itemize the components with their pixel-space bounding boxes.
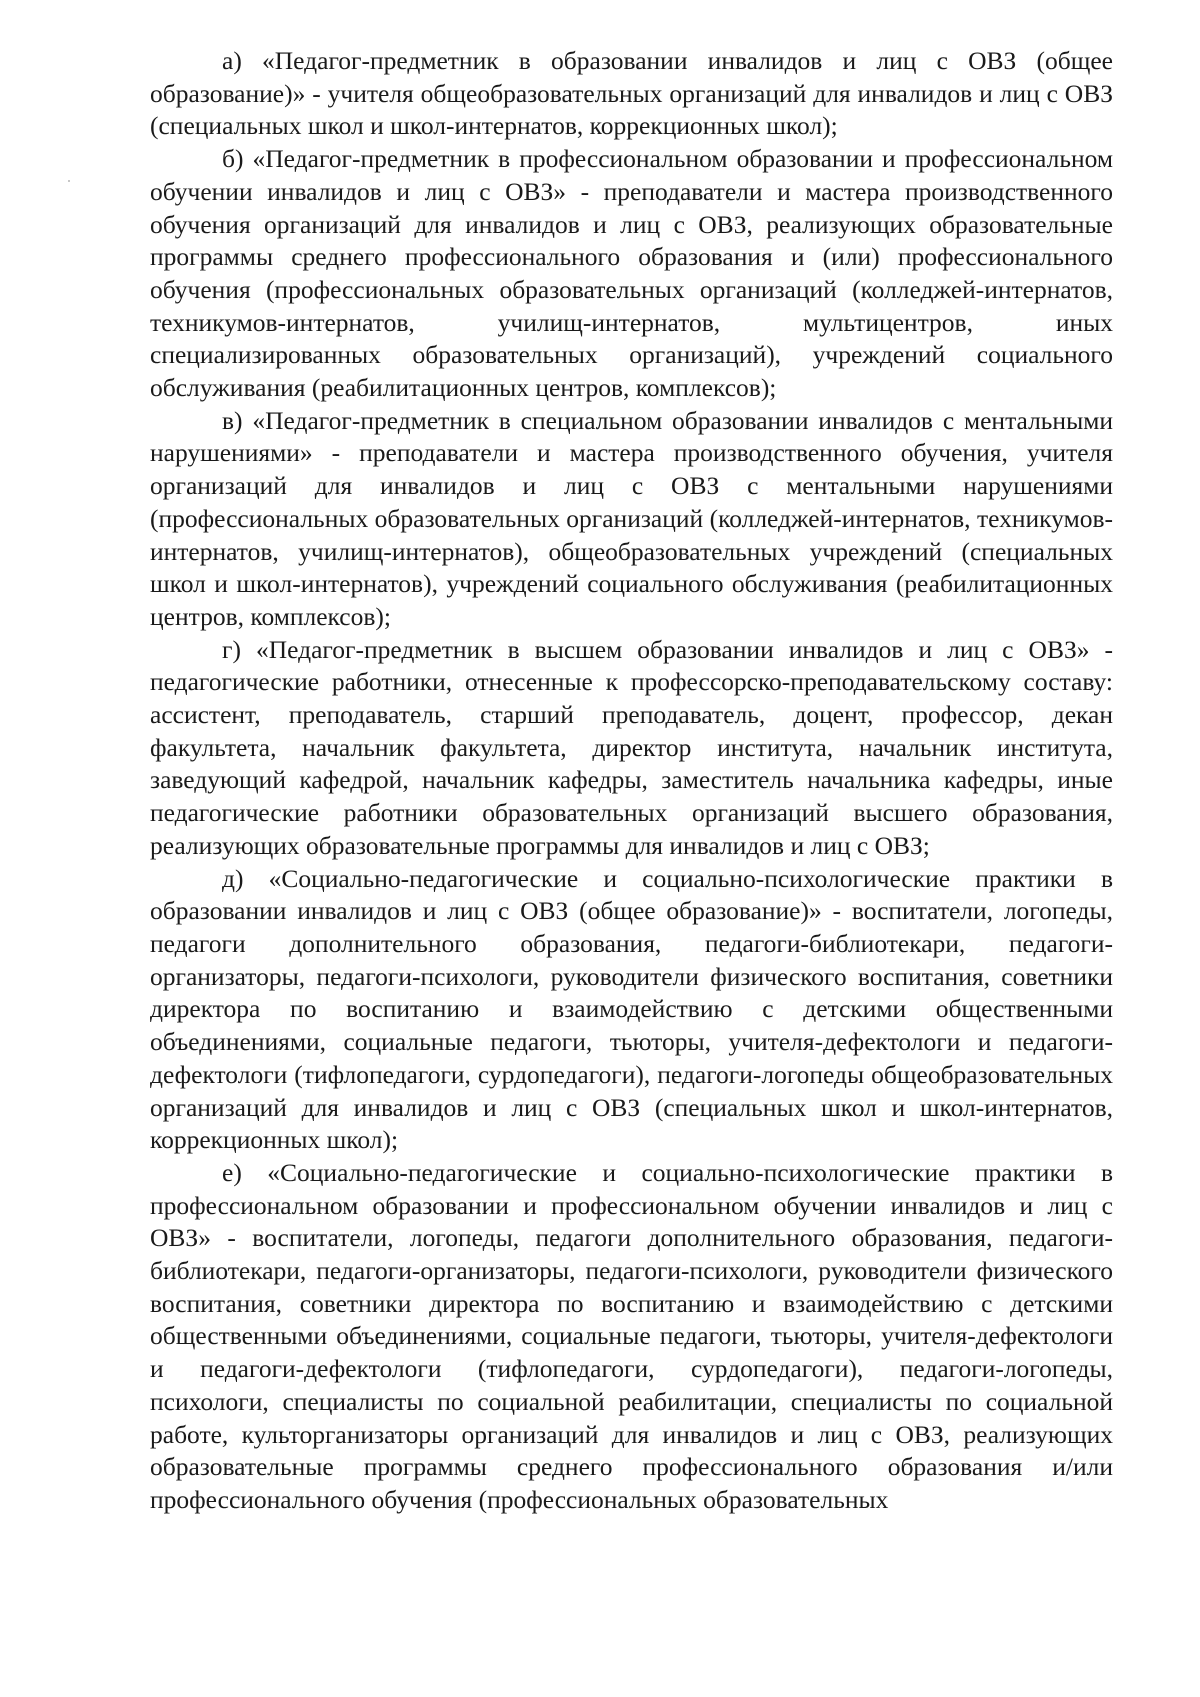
list-item-a: а) «Педагог-предметник в образовании инвалидов и лиц с ОВЗ (общее образование)» - учителя общеобразовательных организаций для инвалидов и лиц с ОВЗ (специальных школ и школ-интернатов, коррекционных школ); [150,46,1113,141]
list-item-d: д) «Социально-педагогические и социально-психологические практики в образовании инвалидов и лиц с ОВЗ (общее образование)» - воспитатели, логопеды, педагоги дополнительного образования, педагоги-библиотекари, педагоги-организаторы, педагоги-психологи, руководители физического воспитания, советники директора по воспитанию и взаимодействию с детскими общественными объединениями, социальные педагоги, тьюторы, учителя-дефектологи и педагоги-дефектологи (тифлопедагоги, сурдопедагоги), педагоги-логопеды общеобразовательных организаций для инвалидов и лиц с ОВЗ (специальных школ и школ-интернатов, коррекционных школ); [150,863,1113,1155]
list-item-v: в) «Педагог-предметник в специальном образовании инвалидов с ментальными нарушениями» - преподаватели и мастера производственного обучения, учителя организаций для инвалидов и лиц с ОВЗ с ментальными нарушениями (профессиональных образовательных организаций (колледжей-интернатов, техникумов-интернатов, училищ-интернатов), общеобразовательных учреждений (специальных школ и школ-интернатов), учреждений социального обслуживания (реабилитационных центров, комплексов); [150,405,1113,631]
scan-speck [68,180,70,182]
list-item-e: е) «Социально-педагогические и социально-психологические практики в профессиональном образовании и профессиональном обучении инвалидов и лиц с ОВЗ» - воспитатели, логопеды, педагоги дополнительного образования, педагоги-библиотекари, педагоги-организаторы, педагоги-психологи, руководители физического воспитания, советники директора по воспитанию и взаимодействию с детскими общественными объединениями, социальные педагоги, тьюторы, учителя-дефектологи и педагоги-дефектологи (тифлопедагоги, сурдопедагоги), педагоги-логопеды, психологи, специалисты по социальной реабилитации, специалисты по социальной работе, культорганизаторы организаций для инвалидов и лиц с ОВЗ, реализующих образовательные программы среднего профессионального образования и/или профессионального обучения (профессиональных образовательных [150,1157,1113,1514]
list-item-g: г) «Педагог-предметник в высшем образовании инвалидов и лиц с ОВЗ» - педагогические работники, отнесенные к профессорско-преподавательскому составу: ассистент, преподаватель, старший преподаватель, доцент, профессор, декан факультета, начальник факультета, директор института, начальник института, заведующий кафедрой, начальник кафедры, заместитель начальника кафедры, иные педагогические работники образовательных организаций высшего образования, реализующих образовательные программы для инвалидов и лиц с ОВЗ; [150,634,1113,860]
document-body [150,45,1113,1517]
list-item-b: б) «Педагог-предметник в профессиональном образовании и профессиональном обучении инвалидов и лиц с ОВЗ» - преподаватели и мастера производственного обучения организаций для инвалидов и лиц с ОВЗ, реализующих образовательные программы среднего профессионального образования и (или) профессионального обучения (профессиональных образовательных организаций (колледжей-интернатов, техникумов-интернатов, училищ-интернатов, мультицентров, иных специализированных образовательных организаций), учреждений социального обслуживания (реабилитационных центров, комплексов); [150,144,1113,403]
